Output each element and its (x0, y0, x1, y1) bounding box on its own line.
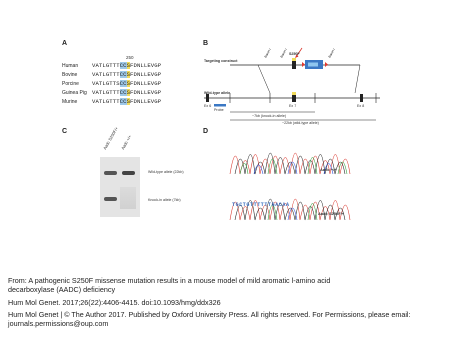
panel-a-label: A (62, 40, 68, 47)
southern-blot (100, 157, 140, 217)
exon8-label: Ex 8 (357, 104, 365, 108)
mutation-marker-wt (292, 92, 296, 95)
sequence: VATLGTTTCCSFDNLLEVGP (92, 71, 162, 78)
panel-b-schematic (200, 44, 385, 124)
restriction-site-label: BamH I (279, 47, 288, 59)
exon6-label: Ex 6 (204, 104, 212, 108)
restriction-site-label: BamH I (327, 47, 336, 59)
bottom-sequence: TGCTGTTTTTTGACAA (232, 202, 290, 208)
knock-in-size-label: ~7kb (knock-in allele) (252, 114, 287, 118)
band-wt-lane2 (122, 171, 135, 175)
band-wt-label: Wild-type allele (22kb) (148, 170, 184, 174)
top-genotype-label: Aadc +/+ (320, 167, 337, 172)
panel-c-label: C (62, 128, 68, 135)
band-ki-label: Knock-in allele (7kb) (148, 198, 181, 202)
panel-d-label: D (203, 128, 209, 135)
band-wt-lane1 (104, 171, 117, 175)
lane1-label: Aadc S250F/+ (102, 125, 120, 151)
species-label: Human (62, 63, 79, 69)
species-label: Porcine (62, 81, 79, 87)
frt-site-left (302, 62, 305, 67)
figure-caption-line2: decarboxylase (AADC) deficiency (8, 285, 116, 294)
sequence: VATLGTTTCCSFDNLLEVGP (92, 89, 162, 96)
bottom-genotype-label: Aadc S250F/+ (318, 211, 345, 216)
lane2-label: Aadc +/+ (120, 134, 133, 151)
frt-site-right (325, 62, 328, 67)
probe-label: Probe (214, 108, 224, 112)
panel-d-chromatograms (228, 140, 368, 228)
wild-type-allele-label: Wild-type allele (204, 91, 231, 95)
band-ki-lane1 (104, 197, 117, 201)
exon6 (206, 94, 209, 102)
mutation-label: S250F (289, 52, 300, 56)
homology-arm-left (258, 65, 270, 93)
residue-position-label: 250 (126, 55, 134, 60)
sequence: VATLGTTTCCSFDNLLEVGP (92, 62, 162, 69)
targeting-construct-label: Targeting construct (204, 59, 238, 63)
citation: Hum Mol Genet. 2017;26(22):4406-4415. doi:10.1093/hmg/ddx326 (8, 298, 221, 307)
sequence: VATLGTTTCCSFDNLLEVGP (92, 98, 162, 105)
probe-bar (214, 104, 226, 107)
neo-cassette-inner (308, 63, 318, 67)
exon8 (360, 94, 363, 102)
figure-caption-line1: From: A pathogenic S250F missense mutation results in a mouse model of mild aromatic l-amino acid (8, 276, 331, 285)
exon7-construct (292, 60, 296, 69)
exon7-label: Ex 7 (289, 104, 297, 108)
exon7-wt (292, 94, 296, 102)
species-label: Guinea Pig (62, 90, 87, 96)
mutation-marker-construct (292, 58, 296, 61)
panel-b-label: B (203, 40, 209, 47)
restriction-site-label: BamH I (263, 47, 272, 59)
species-label: Murine (62, 99, 78, 105)
copyright-notice: Hum Mol Genet | © The Author 2017. Published by Oxford University Press. All rights reserved. For Permissions, please email: (8, 310, 411, 319)
species-label: Bovine (62, 72, 78, 78)
wild-type-size-label: ~22kb (wild-type allele) (282, 121, 319, 125)
smear (120, 187, 136, 209)
sequence: VATLGTTSCCSFDNLLEVGP (92, 80, 162, 87)
homology-arm-right (355, 65, 360, 93)
permissions-email[interactable]: journals.permissions@oup.com (8, 319, 109, 328)
